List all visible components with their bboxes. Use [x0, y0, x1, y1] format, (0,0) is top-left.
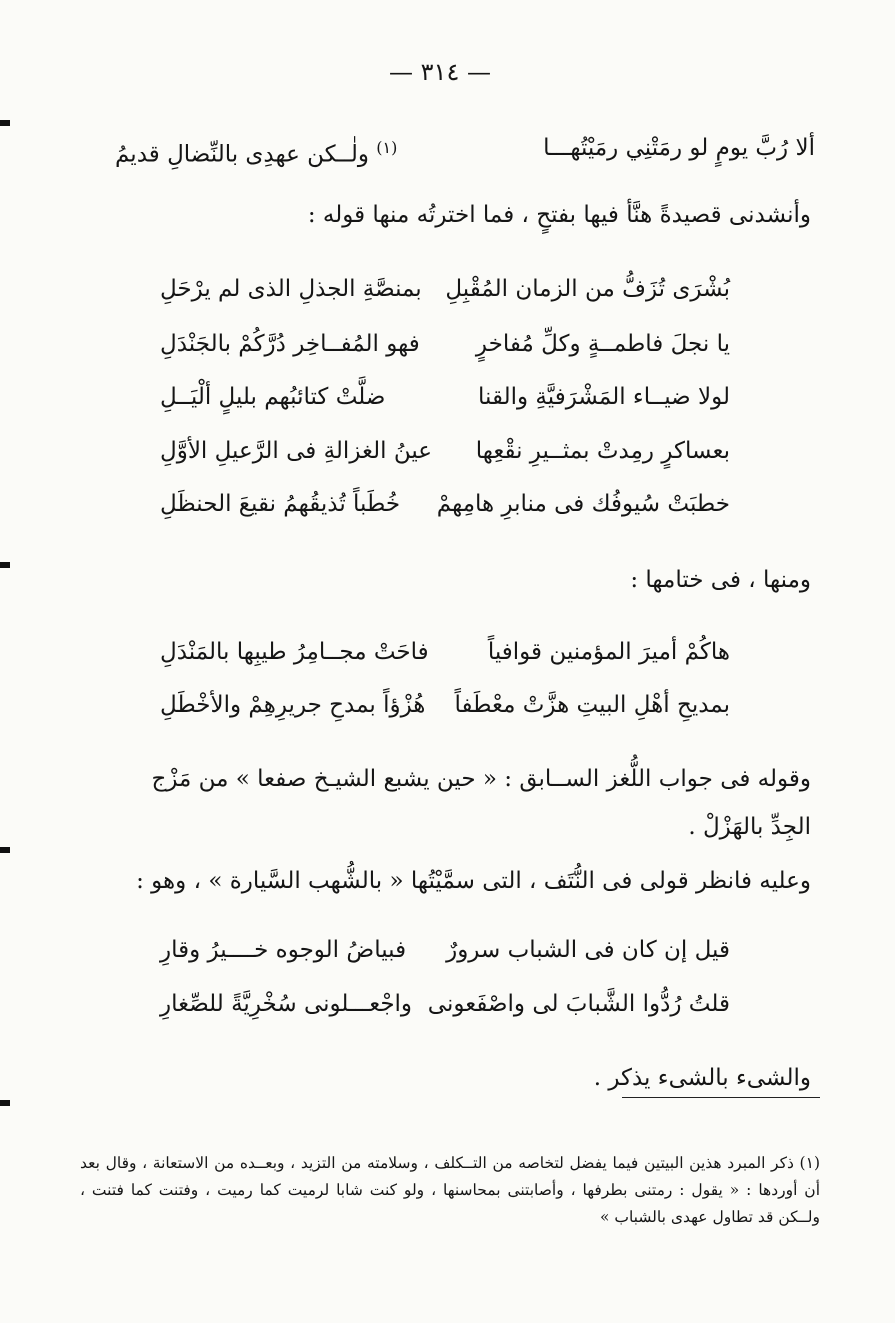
hemistich-first: قلتُ رُدُّوا الشَّبابَ لى واصْفَعونى: [427, 991, 730, 1017]
intro-paragraph: وعليه فانظر قولى فى النُّتَف ، التى سمَّيْتُها « بالشُّهب السَّيارة » ، وهو :: [136, 868, 811, 894]
hemistich-second: واجْعـــلونى سُخْرِيَّةً للصِّغارِ: [160, 991, 413, 1017]
intro-paragraph: وأنشدنى قصيدةً هنَّأ فيها بفتحٍ ، فما اخترتُه منها قوله :: [307, 202, 811, 228]
hemistich-second: بمنصَّةِ الجذلِ الذى لم يرْحَلِ: [160, 276, 422, 302]
verse-line: [160, 487, 730, 521]
margin-mark: [0, 847, 10, 853]
verse-line: [160, 933, 730, 967]
margin-mark: [0, 562, 10, 568]
hemistich-first: خطبَتْ سُيوفُك فى منابرِ هامِهمْ: [436, 491, 730, 517]
hemistich-second: [115, 131, 399, 172]
hemistich-first: لولا ضيــاء المَشْرَفيَّةِ والقنا: [478, 384, 730, 410]
closing-line: والشىء بالشىء يذكر .: [593, 1065, 811, 1091]
margin-mark: [0, 120, 10, 126]
hemistich-second: ضلَّتْ كتائبُهم بليلٍ ألْيَــلِ: [160, 384, 386, 410]
verse-line: [160, 380, 730, 414]
verse-line: [160, 434, 730, 468]
hemistich-second: فاحَتْ مجــامِرُ طيبِها بالمَنْدَلِ: [160, 639, 429, 665]
hemistich-second: هُزْؤاً بمدحِ جريرِهِمْ والأخْطَلِ: [160, 692, 426, 718]
hemistich-first: هاكُمْ أميرَ المؤمنين قوافياً: [487, 639, 730, 665]
page-number: — ٣١٤ —: [389, 58, 491, 86]
footnote-marker: (١): [376, 138, 398, 157]
hemistich-second: فهو المُفــاخِر دُرَّكُمْ بالجَنْدَلِ: [160, 331, 420, 357]
hemistich-second: خُطَباً تُذيقُهمُ نقيعَ الحنظَلِ: [160, 491, 401, 517]
intro-paragraph: ومنها ، فى ختامها :: [630, 567, 811, 593]
margin-mark: [0, 1100, 10, 1106]
opening-verse: [115, 131, 815, 168]
verse-line: [160, 272, 730, 306]
riddle-paragraph-line: وقوله فى جواب اللُّغز الســابق : « حين يشبع الشيـخ صفعا » من مَزْج: [151, 766, 811, 792]
footnote: (١) ذكر المبرد هذين البيتين فيما يفضل لتخاصه من التــكلف ، وسلامته من التزيد ، وبعــده من الاستعانة ، وقال بعد أن أوردها : « يقول : رمتنى بطرفها ، وأصابتنى بمحاسنها ، ولو كنت شابا لرميت كما رميت ، وفتنت كما فتنت ، ولــكن قد تطاول عهدى بالشباب »: [80, 1154, 820, 1226]
verse-line: [160, 987, 730, 1021]
hemistich-second: عينُ الغزالةِ فى الرَّعيلِ الأوَّلِ: [160, 438, 432, 464]
hemistich-first: ألا رُبَّ يومٍ لو رمَتْنِي رمَيْتُهـــا: [543, 135, 815, 161]
verse-line: [160, 635, 730, 669]
hemistich-second-text: ولٰــكن عهدِى بالنِّضالِ قديمُ: [115, 141, 369, 168]
hemistich-first: بمديحِ أهْلِ البيتِ هزَّتْ معْطَفاً: [454, 692, 730, 718]
verse-line: [160, 327, 730, 361]
hemistich-first: بُشْرَى تُزَفُّ من الزمان المُقْبِلِ: [445, 276, 730, 302]
footnote-divider: [622, 1097, 820, 1098]
riddle-paragraph-line: الجِدِّ بالهَزْلْ .: [688, 814, 811, 840]
hemistich-second: فبياضُ الوجوه خــــيرُ وقارِ: [160, 937, 407, 963]
hemistich-first: قيل إن كان فى الشباب سرورٌ: [446, 937, 730, 963]
hemistich-first: يا نجلَ فاطمــةٍ وكلِّ مُفاخرٍ: [475, 331, 730, 357]
hemistich-first: بعساكرٍ رمِدتْ بمثــيرِ نقْعِها: [475, 438, 730, 464]
verse-line: [160, 688, 730, 722]
